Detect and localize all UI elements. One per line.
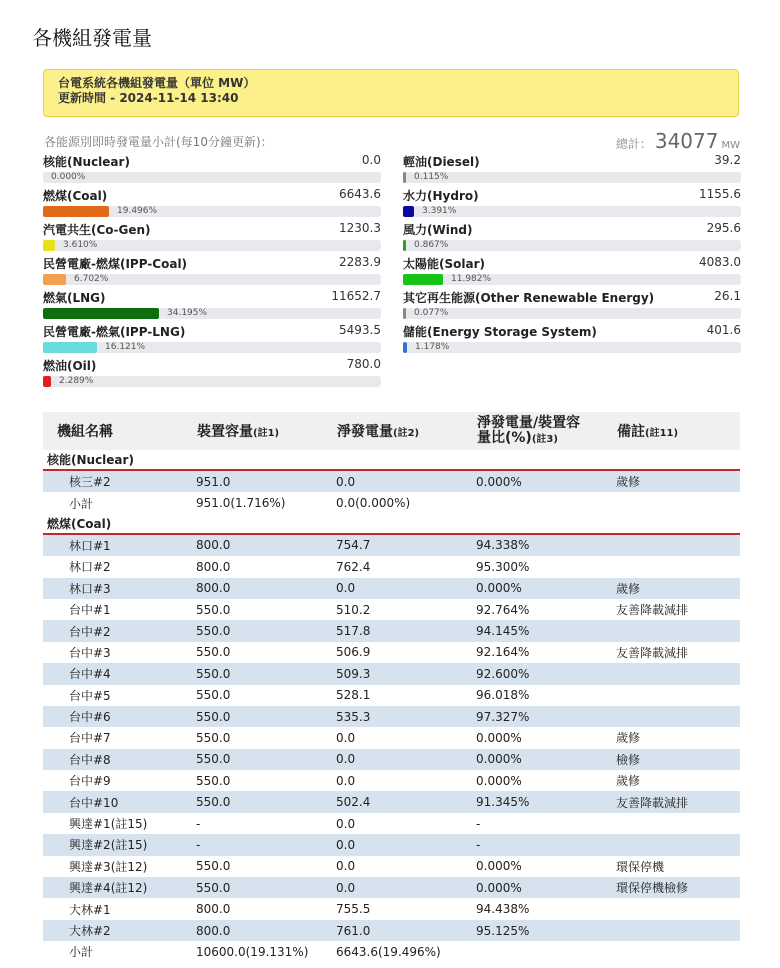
energy-name: 燃煤(Coal) <box>43 189 108 203</box>
cell-remark: 歲修 <box>603 578 740 599</box>
table-row <box>43 856 740 877</box>
cell-ratio: 94.338% <box>463 534 603 556</box>
info-banner <box>43 69 739 117</box>
cell-remark <box>603 898 740 919</box>
energy-summary-right <box>403 152 741 356</box>
energy-percent: 11.982% <box>451 274 492 284</box>
cell-remark: 友善降載減排 <box>616 603 689 618</box>
table-row <box>43 663 740 684</box>
cell-ratio: 0.000% <box>463 578 603 599</box>
energy-value: 39.2 <box>714 153 741 167</box>
energy-value: 401.6 <box>706 323 741 337</box>
table-row <box>43 941 740 962</box>
energy-name: 燃氣(LNG) <box>43 291 106 305</box>
energy-bar-fill <box>403 274 443 285</box>
cell-unit-name: 興達#1(註15) <box>69 817 148 832</box>
energy-name: 民營電廠-燃氣(IPP-LNG) <box>43 325 186 339</box>
energy-bar-track <box>403 308 741 319</box>
energy-name: 核能(Nuclear) <box>43 155 130 169</box>
total-value: 34077 <box>654 129 719 153</box>
energy-summary-left <box>43 152 381 390</box>
cell-unit-name: 台中#9 <box>69 774 111 789</box>
cell-ratio: 0.000% <box>463 749 603 770</box>
cell-ratio: 0.000% <box>463 470 603 492</box>
cell-ratio: 0.000% <box>476 730 522 745</box>
energy-bar-track <box>43 342 381 353</box>
cell-net-output: 0.0 <box>336 859 356 874</box>
cell-net-output: 0.0 <box>336 816 356 831</box>
energy-item <box>43 322 381 356</box>
energy-bar-fill <box>43 376 51 387</box>
cell-remark <box>603 941 740 962</box>
cell-capacity: 550.0 <box>183 791 323 812</box>
energy-item <box>403 288 741 322</box>
cell-remark <box>603 620 740 641</box>
energy-bar-fill <box>403 342 407 353</box>
energy-bar-track <box>43 206 381 217</box>
energy-item <box>403 220 741 254</box>
cell-net-output: 0.0 <box>323 877 463 898</box>
energy-bar-track <box>403 274 741 285</box>
cell-capacity: 550.0 <box>183 706 323 727</box>
table-row <box>43 492 740 513</box>
cell-capacity: 550.0 <box>196 602 231 617</box>
cell-unit-name: 小計 <box>69 496 94 511</box>
cell-capacity: 550.0 <box>183 663 323 684</box>
energy-percent: 3.391% <box>422 206 457 216</box>
cell-capacity: 951.0(1.716%) <box>196 496 286 511</box>
cell-ratio: 94.438% <box>476 902 530 917</box>
cell-capacity: 550.0 <box>196 688 231 703</box>
table-row <box>43 685 740 706</box>
cell-unit-name: 興達#4(註12) <box>43 877 183 898</box>
total-output <box>616 129 740 153</box>
cell-remark <box>603 834 740 855</box>
energy-percent: 16.121% <box>105 342 146 352</box>
cell-unit-name: 林口#2 <box>69 560 111 575</box>
table-row <box>43 470 740 492</box>
cell-remark: 歲修 <box>603 470 740 492</box>
table-row <box>43 813 740 834</box>
cell-net-output: 502.4 <box>323 791 463 812</box>
energy-name: 民營電廠-燃煤(IPP-Coal) <box>43 257 188 271</box>
cell-ratio: 0.000% <box>463 877 603 898</box>
energy-bar-fill <box>43 274 66 285</box>
table-header-row <box>43 412 740 450</box>
cell-ratio: - <box>476 816 481 831</box>
energy-name: 儲能(Energy Storage System) <box>403 325 597 339</box>
total-unit: MW <box>721 140 740 151</box>
energy-bar-fill <box>403 240 406 251</box>
category-row <box>43 450 740 470</box>
category-row <box>43 514 740 534</box>
cell-capacity: 550.0 <box>183 749 323 770</box>
page-title: 各機組發電量 <box>32 26 152 50</box>
cell-net-output: 761.0 <box>323 920 463 941</box>
cell-ratio: 0.000% <box>476 859 522 874</box>
cell-remark <box>603 534 740 556</box>
energy-percent: 19.496% <box>117 206 158 216</box>
cell-ratio: 92.600% <box>463 663 603 684</box>
header-capacity: 裝置容量(註1) <box>183 412 323 450</box>
table-row <box>43 599 740 620</box>
cell-ratio: 95.300% <box>476 559 530 574</box>
table-row <box>43 534 740 556</box>
energy-bar-track <box>43 274 381 285</box>
banner-title: 台電系統各機組發電量（單位 MW） <box>58 76 256 90</box>
energy-item <box>403 254 741 288</box>
table-row <box>43 898 740 919</box>
total-label: 總計： <box>615 137 652 151</box>
energy-bar-track <box>403 240 741 251</box>
cell-remark: 檢修 <box>603 749 740 770</box>
cell-capacity: 550.0 <box>196 730 231 745</box>
energy-value: 1155.6 <box>699 187 741 201</box>
energy-value: 780.0 <box>346 357 381 371</box>
cell-net-output: 510.2 <box>336 602 371 617</box>
cell-net-output: 506.9 <box>336 645 371 660</box>
energy-percent: 1.178% <box>415 342 450 352</box>
energy-item <box>403 152 741 186</box>
cell-capacity: 951.0 <box>183 470 323 492</box>
cell-net-output: 528.1 <box>336 688 371 703</box>
cell-remark: 歲修 <box>616 774 641 789</box>
energy-item <box>43 288 381 322</box>
cell-capacity: 800.0 <box>183 920 323 941</box>
cell-unit-name: 台中#2 <box>43 620 183 641</box>
cell-remark <box>603 813 740 834</box>
cell-net-output: 0.0 <box>336 773 356 788</box>
summary-subheading: 各能源別即時發電量小計(每10分鐘更新)： <box>44 135 273 149</box>
cell-net-output: 0.0 <box>323 834 463 855</box>
cell-net-output: 0.0(0.000%) <box>336 496 411 511</box>
cell-net-output: 0.0 <box>323 578 463 599</box>
energy-percent: 0.867% <box>414 240 449 250</box>
category-label: 核能(Nuclear) <box>43 450 740 470</box>
cell-unit-name: 興達#3(註12) <box>69 859 148 874</box>
cell-remark: 環保停機 <box>616 859 665 874</box>
cell-net-output: 535.3 <box>323 706 463 727</box>
energy-percent: 6.702% <box>74 274 109 284</box>
table-row <box>43 706 740 727</box>
cell-ratio: 95.125% <box>463 920 603 941</box>
cell-unit-name: 大林#1 <box>69 902 111 917</box>
energy-value: 295.6 <box>706 221 741 235</box>
table-row <box>43 578 740 599</box>
cell-unit-name: 台中#5 <box>69 688 111 703</box>
table-row <box>43 834 740 855</box>
cell-remark <box>603 663 740 684</box>
cell-remark <box>603 706 740 727</box>
table-row <box>43 920 740 941</box>
energy-bar-fill <box>403 172 406 183</box>
cell-ratio: 92.164% <box>476 645 530 660</box>
energy-bar-track <box>403 172 741 183</box>
table-row <box>43 642 740 663</box>
cell-ratio: 94.145% <box>463 620 603 641</box>
cell-unit-name: 小計 <box>69 945 94 960</box>
cell-unit-name: 台中#3 <box>69 645 111 660</box>
energy-item <box>43 356 381 390</box>
energy-item <box>43 254 381 288</box>
energy-bar-fill <box>403 308 406 319</box>
cell-capacity: - <box>196 816 201 831</box>
update-time: 更新時間 - 2024-11-14 13:40 <box>58 91 239 105</box>
energy-item <box>43 186 381 220</box>
cell-remark <box>603 492 740 513</box>
cell-unit-name: 台中#1 <box>69 603 111 618</box>
energy-name: 燃油(Oil) <box>43 359 97 373</box>
energy-percent: 2.289% <box>59 376 94 386</box>
cell-ratio: 0.000% <box>476 773 522 788</box>
table-row <box>43 556 740 577</box>
energy-bar-track <box>43 376 381 387</box>
cell-net-output: 0.0 <box>323 470 463 492</box>
table-row <box>43 620 740 641</box>
energy-value: 0.0 <box>361 153 381 167</box>
cell-capacity: 550.0 <box>196 859 231 874</box>
cell-capacity: 550.0 <box>196 645 231 660</box>
cell-net-output: 509.3 <box>323 663 463 684</box>
energy-percent: 0.000% <box>51 172 86 182</box>
cell-unit-name: 大林#2 <box>43 920 183 941</box>
energy-bar-fill <box>43 240 55 251</box>
energy-name: 太陽能(Solar) <box>403 257 485 271</box>
cell-net-output: 762.4 <box>336 559 371 574</box>
cell-ratio: 96.018% <box>476 688 530 703</box>
energy-percent: 0.115% <box>414 172 449 182</box>
cell-unit-name: 林口#1 <box>43 534 183 556</box>
cell-net-output: 755.5 <box>336 902 371 917</box>
header-remark: 備註(註11) <box>603 412 740 450</box>
cell-unit-name: 台中#6 <box>43 706 183 727</box>
cell-remark: 友善降載減排 <box>616 645 689 660</box>
energy-value: 2283.9 <box>339 255 381 269</box>
energy-bar-fill <box>43 308 159 319</box>
cell-net-output: 754.7 <box>323 534 463 556</box>
energy-value: 11652.7 <box>331 289 381 303</box>
table-body <box>43 450 740 963</box>
energy-bar-track <box>43 172 381 183</box>
cell-ratio: 91.345% <box>463 791 603 812</box>
energy-bar-fill <box>43 342 97 353</box>
cell-unit-name: 台中#10 <box>43 791 183 812</box>
energy-bar-fill <box>403 206 414 217</box>
cell-capacity: 550.0 <box>183 620 323 641</box>
cell-remark: 歲修 <box>616 731 641 746</box>
cell-capacity: 10600.0(19.131%) <box>196 944 309 959</box>
generation-unit-table <box>43 412 740 963</box>
cell-net-output: 517.8 <box>323 620 463 641</box>
cell-unit-name: 林口#3 <box>43 578 183 599</box>
energy-name: 水力(Hydro) <box>403 189 479 203</box>
cell-remark <box>603 685 740 706</box>
cell-unit-name: 台中#7 <box>69 731 111 746</box>
energy-item <box>403 186 741 220</box>
energy-item <box>403 322 741 356</box>
header-net-output: 淨發電量(註2) <box>323 412 463 450</box>
energy-name: 輕油(Diesel) <box>403 155 480 169</box>
cell-capacity: 550.0 <box>196 773 231 788</box>
energy-name: 其它再生能源(Other Renewable Energy) <box>403 291 655 305</box>
cell-remark <box>603 556 740 577</box>
cell-capacity: 800.0 <box>196 559 231 574</box>
energy-bar-track <box>43 240 381 251</box>
cell-remark: 環保停機檢修 <box>603 877 740 898</box>
cell-ratio: 97.327% <box>463 706 603 727</box>
energy-percent: 0.077% <box>414 308 449 318</box>
energy-item <box>43 152 381 186</box>
cell-ratio <box>463 941 603 962</box>
cell-capacity: 550.0 <box>183 877 323 898</box>
header-unit-name: 機組名稱 <box>43 412 183 450</box>
cell-capacity: 800.0 <box>196 902 231 917</box>
cell-capacity: - <box>183 834 323 855</box>
energy-bar-track <box>43 308 381 319</box>
energy-percent: 34.195% <box>167 308 208 318</box>
energy-bar-fill <box>43 206 109 217</box>
cell-net-output: 0.0 <box>336 730 356 745</box>
energy-value: 1230.3 <box>339 221 381 235</box>
header-ratio: 淨發電量/裝置容 量比(%)(註3) <box>463 412 603 450</box>
cell-remark: 友善降載減排 <box>603 791 740 812</box>
cell-ratio: - <box>463 834 603 855</box>
energy-bar-track <box>403 342 741 353</box>
energy-value: 6643.6 <box>339 187 381 201</box>
category-label: 燃煤(Coal) <box>43 514 740 534</box>
cell-unit-name: 台中#8 <box>43 749 183 770</box>
cell-unit-name: 興達#2(註15) <box>43 834 183 855</box>
cell-remark <box>603 920 740 941</box>
cell-unit-name: 台中#4 <box>43 663 183 684</box>
energy-value: 5493.5 <box>339 323 381 337</box>
energy-value: 4083.0 <box>699 255 741 269</box>
cell-ratio: 92.764% <box>476 602 530 617</box>
cell-net-output: 6643.6(19.496%) <box>336 944 441 959</box>
table-row <box>43 770 740 791</box>
cell-ratio <box>463 492 603 513</box>
table-row <box>43 791 740 812</box>
cell-capacity: 800.0 <box>183 534 323 556</box>
cell-unit-name: 核三#2 <box>43 470 183 492</box>
energy-value: 26.1 <box>714 289 741 303</box>
energy-bar-track <box>403 206 741 217</box>
cell-net-output: 0.0 <box>323 749 463 770</box>
energy-percent: 3.610% <box>63 240 98 250</box>
table-row <box>43 877 740 898</box>
cell-capacity: 800.0 <box>183 578 323 599</box>
energy-name: 汽電共生(Co-Gen) <box>43 223 151 237</box>
table-row <box>43 749 740 770</box>
table-row <box>43 727 740 748</box>
energy-item <box>43 220 381 254</box>
energy-name: 風力(Wind) <box>403 223 473 237</box>
